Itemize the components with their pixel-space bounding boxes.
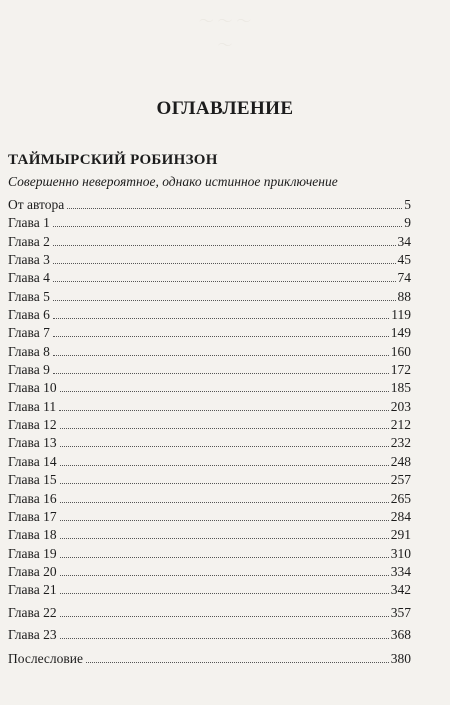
toc-entry-page-number: 45 (397, 252, 411, 268)
toc-entry-page-number: 185 (390, 380, 411, 396)
toc-entry-label: Глава 13 (8, 435, 57, 451)
dot-leader (60, 483, 389, 484)
toc-entry-page-number: 160 (390, 343, 411, 359)
toc-entry[interactable] (8, 453, 411, 471)
toc-entry-label: Глава 23 (8, 626, 57, 642)
toc-entry-label: Глава 8 (8, 343, 50, 359)
toc-entry[interactable] (8, 269, 411, 287)
toc-entry-label: Глава 7 (8, 325, 50, 341)
toc-entry-page-number: 119 (391, 307, 411, 323)
toc-entry[interactable] (8, 526, 411, 544)
toc-entry-page-number: 5 (404, 197, 411, 212)
toc-entry-label: Глава 11 (8, 398, 57, 414)
toc-entry[interactable] (8, 581, 411, 599)
toc-entry-page-number: 368 (390, 626, 411, 642)
toc-entry[interactable] (8, 196, 411, 214)
toc-entry[interactable] (8, 434, 411, 452)
toc-entry[interactable] (8, 471, 411, 489)
dot-leader (53, 226, 402, 227)
toc-entry-label: Глава 3 (8, 252, 50, 268)
toc-entry[interactable] (8, 361, 411, 379)
toc-entry-label: Глава 16 (8, 490, 57, 506)
dot-leader (86, 662, 389, 663)
toc-entry-label: Глава 17 (8, 508, 57, 524)
dot-leader (59, 410, 389, 411)
toc-entry-label: Глава 5 (8, 288, 50, 304)
toc-entry-page-number: 357 (390, 604, 411, 620)
toc-entry-page-number: 9 (404, 215, 411, 231)
dot-leader (60, 520, 389, 521)
toc-entry-page-number: 342 (390, 582, 411, 598)
toc-entry[interactable] (8, 416, 411, 434)
toc-entry-page-number: 284 (390, 508, 411, 524)
toc-entry[interactable] (8, 626, 411, 644)
toc-entry-page-number: 257 (390, 472, 411, 488)
dot-leader (60, 616, 389, 617)
toc-entry-label: Глава 1 (8, 215, 50, 231)
toc-entry-page-number: 232 (390, 435, 411, 451)
dot-leader (60, 502, 389, 503)
dot-leader (60, 446, 389, 447)
toc-entry[interactable] (8, 545, 411, 563)
toc-entry[interactable] (8, 288, 411, 306)
dot-leader (60, 428, 389, 429)
toc-entry-page-number: 203 (390, 398, 411, 414)
toc-entry[interactable] (8, 508, 411, 526)
toc-entry-label: Глава 21 (8, 582, 57, 598)
dot-leader (53, 373, 389, 374)
toc-entry-page-number: 88 (397, 288, 411, 304)
toc-entry[interactable] (8, 563, 411, 581)
toc-entry-label: Глава 9 (8, 362, 50, 378)
dot-leader (53, 336, 389, 337)
toc-entry-page-number: 334 (390, 563, 411, 579)
toc-entry-page-number: 149 (390, 325, 411, 341)
dot-leader (53, 245, 396, 246)
toc-list (8, 196, 411, 669)
toc-entry-label: Глава 2 (8, 233, 50, 249)
toc-entry[interactable] (8, 233, 411, 251)
toc-entry-label: Глава 20 (8, 563, 57, 579)
dot-leader (53, 355, 389, 356)
dot-leader (53, 300, 396, 301)
show-through-text: ～ ～ ～ (198, 14, 252, 30)
toc-entry-page-number: 291 (390, 527, 411, 543)
toc-entry-label: Глава 15 (8, 472, 57, 488)
toc-entry-label: Глава 22 (8, 604, 57, 620)
toc-entry-label: Глава 18 (8, 527, 57, 543)
toc-entry[interactable] (8, 398, 411, 416)
toc-entry[interactable] (8, 324, 411, 342)
toc-entry[interactable] (8, 214, 411, 232)
toc-entry-label: Глава 19 (8, 545, 57, 561)
toc-entry-label: Послесловие (8, 651, 83, 667)
dot-leader (53, 263, 396, 264)
toc-entry[interactable] (8, 306, 411, 324)
section-subtitle: Совершенно невероятное, однако истинное приключение (8, 174, 338, 189)
show-through-text: ～ (217, 38, 233, 54)
toc-entry-page-number: 310 (390, 545, 411, 561)
toc-entry-page-number: 265 (390, 490, 411, 506)
toc-entry-page-number: 172 (390, 362, 411, 378)
toc-entry[interactable] (8, 490, 411, 508)
dot-leader (60, 575, 389, 576)
dot-leader (53, 318, 389, 319)
dot-leader (60, 638, 389, 639)
toc-entry[interactable] (8, 379, 411, 397)
toc-entry[interactable] (8, 343, 411, 361)
toc-entry-page-number: 34 (397, 233, 411, 249)
section-title: ТАЙМЫРСКИЙ РОБИНЗОН (8, 152, 218, 168)
toc-entry-label: Глава 4 (8, 270, 50, 286)
dot-leader (60, 391, 389, 392)
toc-entry-page-number: 212 (390, 417, 411, 433)
toc-entry-label: Глава 14 (8, 453, 57, 469)
toc-entry[interactable] (8, 604, 411, 622)
toc-entry-label: Глава 6 (8, 307, 50, 323)
toc-entry-label: Глава 10 (8, 380, 57, 396)
dot-leader (60, 593, 389, 594)
dot-leader (60, 538, 389, 539)
dot-leader (60, 557, 389, 558)
toc-entry[interactable] (8, 650, 411, 668)
dot-leader (53, 281, 396, 282)
toc-entry-page-number: 380 (390, 651, 411, 667)
toc-entry-label: От автора (8, 197, 65, 212)
dot-leader (67, 208, 402, 209)
toc-entry-page-number: 74 (397, 270, 411, 286)
toc-entry-label: Глава 12 (8, 417, 57, 433)
toc-entry-page-number: 248 (390, 453, 411, 469)
dot-leader (60, 465, 389, 466)
toc-entry[interactable] (8, 251, 411, 269)
toc-heading: ОГЛАВЛЕНИЕ (156, 98, 294, 119)
